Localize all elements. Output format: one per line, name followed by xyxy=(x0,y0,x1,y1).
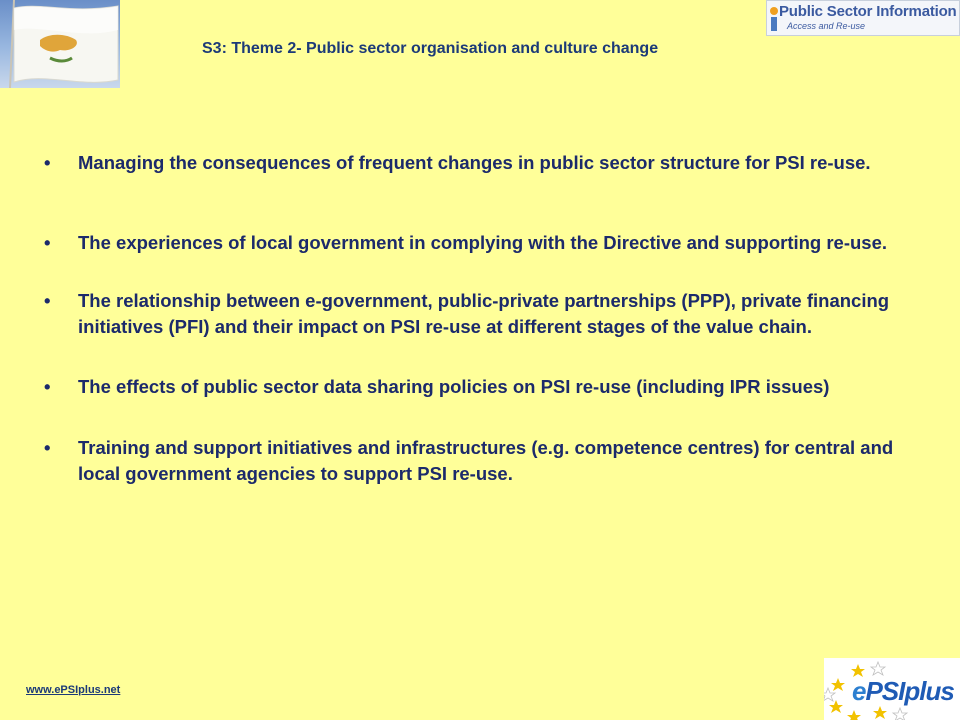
epsiplus-logo-text xyxy=(852,676,954,707)
bullet-item: • The relationship between e-government, public-private partnerships (PPP), private financing initiatives (PFI) and their impact on PSI re-use at different stages of the value chain. xyxy=(44,288,934,340)
bullet-item: • The experiences of local government in complying with the Directive and supporting re-use. xyxy=(44,230,934,256)
slide-title: S3: Theme 2- Public sector organisation and culture change xyxy=(202,40,659,57)
epsiplus-logo-rest: PSIplus xyxy=(865,676,954,706)
psi-logo-title: Public Sector Information xyxy=(779,3,957,20)
cyprus-flag-image xyxy=(0,0,120,88)
bullet-item: • Training and support initiatives and infrastructures (e.g. competence centres) for central and local government agencies to support PSI re-use. xyxy=(44,435,934,487)
epsiplus-logo xyxy=(824,658,960,720)
bullet-item: • Managing the consequences of frequent changes in public sector structure for PSI re-use. xyxy=(44,150,934,176)
epsiplus-logo-e: e xyxy=(852,676,866,706)
psi-logo xyxy=(766,0,960,36)
psi-logo-subtitle: Access and Re-use xyxy=(787,21,866,31)
bullet-item: • The effects of public sector data sharing policies on PSI re-use (including IPR issues) xyxy=(44,374,934,400)
epsiplus-website-link[interactable]: www.ePSIplus.net xyxy=(26,684,121,696)
bullet-list xyxy=(44,150,934,487)
